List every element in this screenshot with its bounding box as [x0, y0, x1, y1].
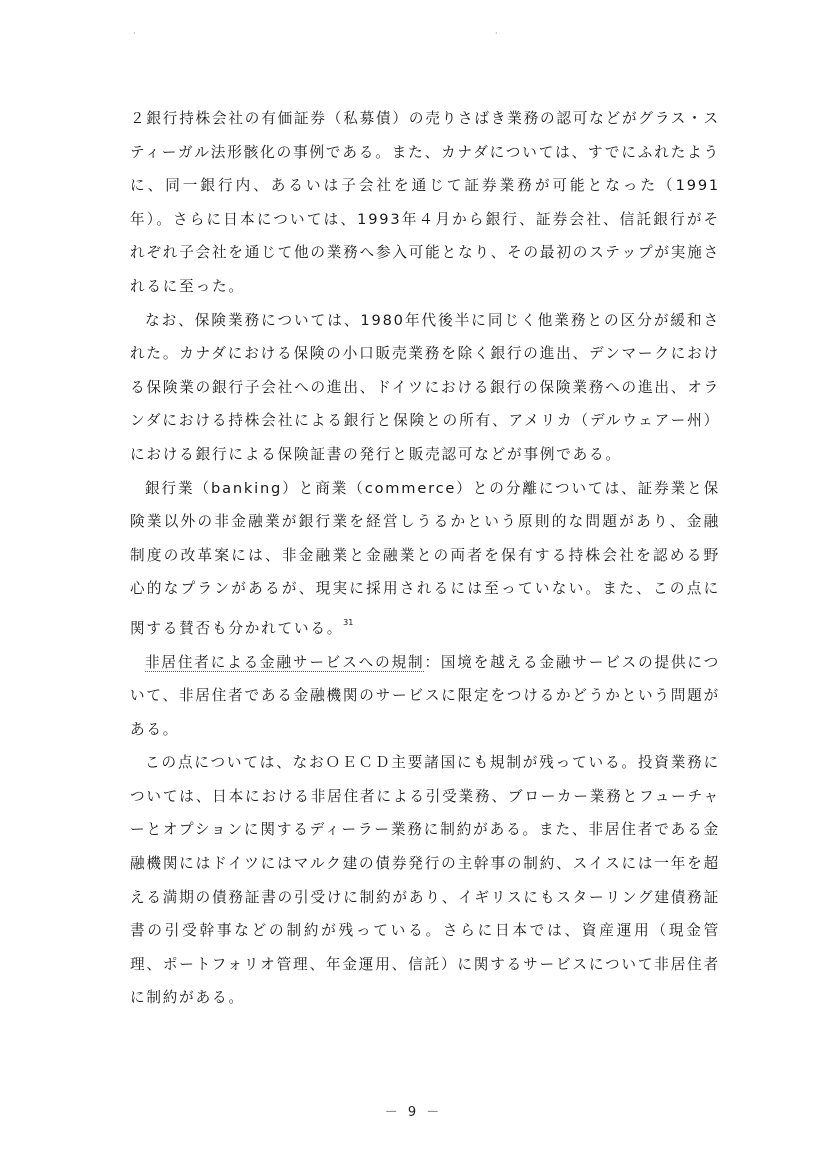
paragraph-3-text: 銀行業（banking）と商業（commerce）との分離については、証券業と保険業以外の非金融業が銀行業を経営しうるかという原則的な問題があり、金融制度の改革案には、非金融業と金融業との両者を保有する持株会社を認める野心的なプランがあるが、現実に採用されるには至っていない。また、この点に関する賛否も分かれている。: [130, 479, 720, 637]
paragraph-4-text: 国境を越える金融サービスの提供について、非居住者である金融機関のサービスに限定をつけるかどうかという問題がある。: [130, 653, 720, 738]
heading-separator: ：: [424, 653, 441, 671]
scan-mark-right: ·: [495, 29, 498, 38]
body-text: [130, 102, 720, 1015]
page-number: － 9 －: [384, 1105, 443, 1120]
paragraph-3: [130, 472, 720, 646]
paragraph-4: [130, 646, 720, 747]
section-heading: 非居住者による金融サービスへの規制: [145, 653, 425, 671]
paragraph-5: この点については、なおＯＥＣＤ主要諸国にも規制が残っている。投資業務については、日本における非居住者による引受業務、ブローカー業務とフューチャーとオプションに関するディーラー業務に制約がある。また、非居住者である金融機関にはドイツにはマルク建の債券発行の主幹事の制約、スイスには一年を超える満期の債務証書の引受けに制約があり、イギリスにもスターリング建債務証書の引受幹事などの制約が残っている。さらに日本では、資産運用（現金管理、ポートフォリオ管理、年金運用、信託）に関するサービスについて非居住者に制約がある。: [130, 754, 720, 1007]
paragraph-1: ２銀行持株会社の有価証券（私募債）の売りさばき業務の認可などがグラス・スティーガル法形骸化の事例である。また、カナダについては、すでにふれたように、同一銀行内、あるいは子会社を通じて証券業務が可能となった（1991年）。さらに日本については、1993年４月から銀行、証券会社、信託銀行がそれぞれ子会社を通じて他の業務へ参入可能となり、その最初のステップが実施されるに至った。: [130, 110, 720, 295]
footnote-marker: 31: [343, 617, 354, 627]
paragraph-2: なお、保険業務については、1980年代後半に同じく他業務との区分が緩和された。カナダにおける保険の小口販売業務を除く銀行の進出、デンマークにおける保険業の銀行子会社への進出、ドイツにおける銀行の保険業務への進出、オランダにおける持株会社による銀行と保険との所有、アメリカ（デルウェアー州）における銀行による保険証書の発行と販売認可などが事例である。: [130, 311, 720, 463]
scan-mark-left: ·: [133, 29, 136, 38]
